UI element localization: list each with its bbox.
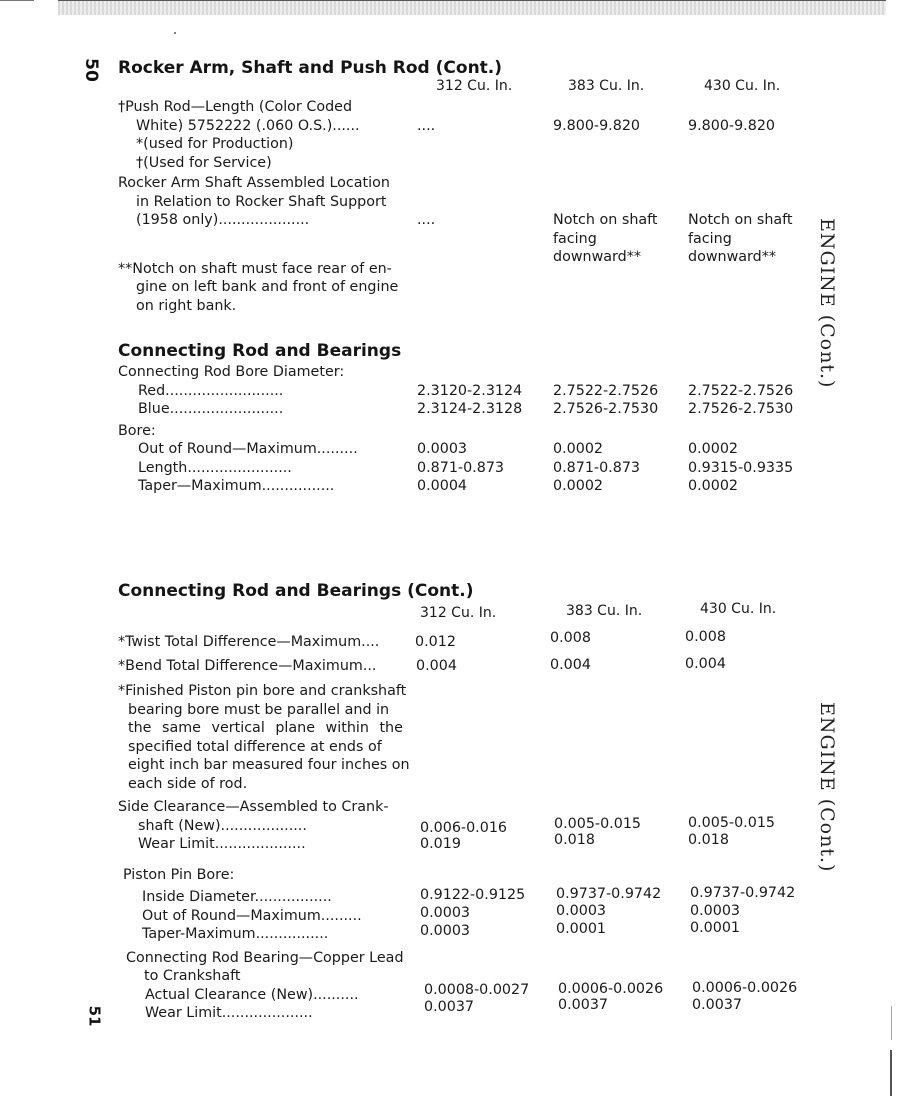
value-383: 0.018 bbox=[554, 832, 595, 848]
spec-row-twist bbox=[118, 629, 818, 652]
value-430: 0.0001 bbox=[690, 920, 741, 936]
row-label: Taper—Maximum................ bbox=[138, 478, 335, 494]
scan-edge-line bbox=[890, 1050, 892, 1096]
value-312: 0.0003 bbox=[417, 441, 468, 457]
column-header-430: 430 Cu. In. bbox=[704, 78, 781, 94]
row-label: Blue......................... bbox=[138, 401, 284, 417]
value-383: 0.0002 bbox=[553, 441, 604, 457]
value-383: 0.0037 bbox=[558, 997, 609, 1013]
group-label: Connecting Rod Bore Diameter: bbox=[118, 364, 345, 380]
footnote-line: **Notch on shaft must face rear of en- bbox=[118, 260, 392, 277]
spec-row-bend bbox=[118, 657, 818, 676]
group-label: Connecting Rod Bearing—Copper Lead bbox=[126, 949, 404, 966]
value-383: 0.9737-0.9742 bbox=[556, 886, 662, 902]
footnote-line: gine on left bank and front of engine bbox=[136, 279, 399, 295]
column-header-312: 312 Cu. In. bbox=[436, 78, 513, 94]
value-430: 0.004 bbox=[685, 655, 726, 672]
connecting-rod-cont-section bbox=[118, 581, 818, 1023]
value-312: 0.0037 bbox=[424, 999, 475, 1015]
rocker-arm-section bbox=[118, 58, 818, 315]
note-parallel-bore bbox=[118, 682, 818, 793]
value-430: 0.0006-0.0026 bbox=[692, 979, 798, 996]
spec-row bbox=[118, 382, 818, 401]
note-line: eight inch bar measured four inches on bbox=[128, 757, 410, 773]
row-label: White) 5752222 (.060 O.S.)...... bbox=[136, 117, 360, 134]
column-header-430: 430 Cu. In. bbox=[700, 601, 777, 617]
row-label: (1958 only).................... bbox=[136, 212, 310, 228]
group-label: Piston Pin Bore: bbox=[123, 866, 235, 883]
value-312: 2.3124-2.3128 bbox=[417, 401, 523, 417]
scan-speck bbox=[174, 32, 176, 34]
value-383: 2.7526-2.7530 bbox=[553, 401, 659, 417]
note-line: specified total difference at ends of bbox=[128, 738, 382, 755]
column-header-383: 383 Cu. In. bbox=[566, 603, 643, 619]
scan-edge-line bbox=[0, 0, 34, 1]
value-383: 0.0006-0.0026 bbox=[558, 980, 664, 997]
spec-row bbox=[118, 400, 818, 419]
spec-row bbox=[118, 440, 818, 459]
row-label: shaft (New)................... bbox=[138, 817, 307, 834]
value-430: 0.0003 bbox=[690, 902, 741, 919]
spec-row bbox=[118, 832, 818, 854]
note-production: *(used for Production) bbox=[136, 136, 294, 152]
row-label: Wear Limit.................... bbox=[138, 836, 306, 852]
footnote-line: on right bank. bbox=[136, 297, 237, 314]
value-430: 0.005-0.015 bbox=[688, 814, 776, 831]
column-header-383: 383 Cu. In. bbox=[568, 78, 645, 94]
page-number-top: 50 bbox=[80, 58, 101, 82]
value-line: downward** bbox=[688, 249, 777, 265]
scan-top-strip bbox=[58, 0, 886, 15]
row-label: *Twist Total Difference—Maximum.... bbox=[118, 634, 380, 650]
row-label: Inside Diameter................. bbox=[142, 889, 332, 905]
value-line: Notch on shaft bbox=[688, 212, 793, 228]
spec-row bbox=[118, 997, 818, 1023]
value-312: 0.006-0.016 bbox=[420, 819, 508, 836]
note-line: *Finished Piston pin bore and crankshaft bbox=[118, 683, 407, 699]
value-312: 0.0004 bbox=[417, 478, 468, 494]
column-header-312: 312 Cu. In. bbox=[420, 605, 497, 621]
side-tab-engine-bottom: ENGINE (Cont.) bbox=[816, 702, 838, 873]
group-label: to Crankshaft bbox=[144, 968, 241, 984]
column-headers bbox=[118, 603, 818, 623]
value-383: 0.008 bbox=[550, 630, 591, 646]
value-383: 0.004 bbox=[550, 656, 591, 673]
page-number-bottom: 51 bbox=[85, 1005, 104, 1027]
value-312: 0.871-0.873 bbox=[417, 459, 505, 476]
value-430: 2.7526-2.7530 bbox=[688, 401, 794, 417]
value-312: 0.0003 bbox=[420, 904, 471, 921]
group-label: Bore: bbox=[118, 422, 156, 439]
value-312: 0.004 bbox=[416, 657, 457, 674]
connecting-rod-section bbox=[118, 341, 818, 496]
row-label: †Push Rod—Length (Color Coded bbox=[118, 99, 353, 115]
spec-row bbox=[118, 459, 818, 478]
section-title: Connecting Rod and Bearings (Cont.) bbox=[118, 581, 474, 601]
spec-row bbox=[118, 477, 818, 496]
value-430: 0.0002 bbox=[688, 478, 739, 494]
spec-row-push-rod bbox=[118, 98, 818, 172]
value-383 bbox=[553, 211, 658, 267]
column-headers bbox=[118, 78, 818, 98]
value-383: 0.005-0.015 bbox=[554, 815, 642, 832]
value-312: 0.9122-0.9125 bbox=[420, 887, 526, 903]
spec-row-shaft-location bbox=[118, 174, 818, 265]
row-label: Wear Limit.................... bbox=[145, 1005, 313, 1021]
note-line: the same vertical plane within the bbox=[128, 720, 403, 736]
value-312: .... bbox=[417, 117, 436, 134]
scan-edge-line bbox=[891, 1006, 892, 1040]
section-title: Rocker Arm, Shaft and Push Rod (Cont.) bbox=[118, 58, 503, 78]
value-430: 0.0002 bbox=[688, 441, 739, 457]
side-tab-engine-top: ENGINE (Cont.) bbox=[816, 218, 838, 389]
value-383: 0.0002 bbox=[553, 478, 604, 494]
value-430: 9.800-9.820 bbox=[688, 117, 776, 134]
note-service: †(Used for Service) bbox=[136, 154, 272, 171]
row-label: Out of Round—Maximum......... bbox=[142, 907, 362, 924]
note-line: bearing bore must be parallel and in bbox=[128, 701, 390, 718]
value-line: facing bbox=[553, 230, 597, 247]
group-label: Side Clearance—Assembled to Crank- bbox=[118, 799, 389, 815]
value-line: facing bbox=[688, 230, 732, 247]
spec-row bbox=[118, 920, 818, 944]
value-line: Notch on shaft bbox=[553, 212, 658, 228]
row-label: in Relation to Rocker Shaft Support bbox=[136, 193, 387, 210]
value-312: 0.0003 bbox=[420, 923, 471, 939]
value-312: 0.0008-0.0027 bbox=[424, 981, 530, 998]
value-430 bbox=[688, 211, 793, 267]
row-label: Actual Clearance (New).......... bbox=[145, 986, 359, 1003]
row-label: Taper-Maximum................ bbox=[142, 926, 329, 942]
row-label: Length....................... bbox=[138, 459, 292, 476]
note-line: each side of rod. bbox=[128, 775, 248, 792]
section-title: Connecting Rod and Bearings bbox=[118, 341, 402, 361]
value-383: 0.0003 bbox=[556, 902, 607, 919]
value-312: 0.012 bbox=[415, 634, 456, 650]
value-383: 0.871-0.873 bbox=[553, 459, 641, 476]
value-430: 0.018 bbox=[688, 832, 729, 848]
value-383: 0.0001 bbox=[556, 921, 607, 937]
row-label: Rocker Arm Shaft Assembled Location bbox=[118, 175, 390, 191]
row-label: Out of Round—Maximum......... bbox=[138, 441, 358, 457]
row-label: Red.......................... bbox=[138, 382, 284, 399]
row-label: *Bend Total Difference—Maximum... bbox=[118, 657, 377, 674]
value-312: .... bbox=[417, 212, 436, 228]
value-383: 9.800-9.820 bbox=[553, 117, 641, 134]
value-430: 0.9737-0.9742 bbox=[690, 885, 796, 901]
value-430: 2.7522-2.7526 bbox=[688, 382, 794, 399]
value-312: 0.019 bbox=[420, 836, 461, 852]
footnote-notch bbox=[118, 260, 818, 316]
value-383: 2.7522-2.7526 bbox=[553, 382, 659, 399]
value-430: 0.9315-0.9335 bbox=[688, 459, 794, 476]
value-430: 0.008 bbox=[685, 629, 726, 645]
value-312: 2.3120-2.3124 bbox=[417, 382, 523, 399]
value-430: 0.0037 bbox=[692, 997, 743, 1013]
value-line: downward** bbox=[553, 249, 642, 265]
